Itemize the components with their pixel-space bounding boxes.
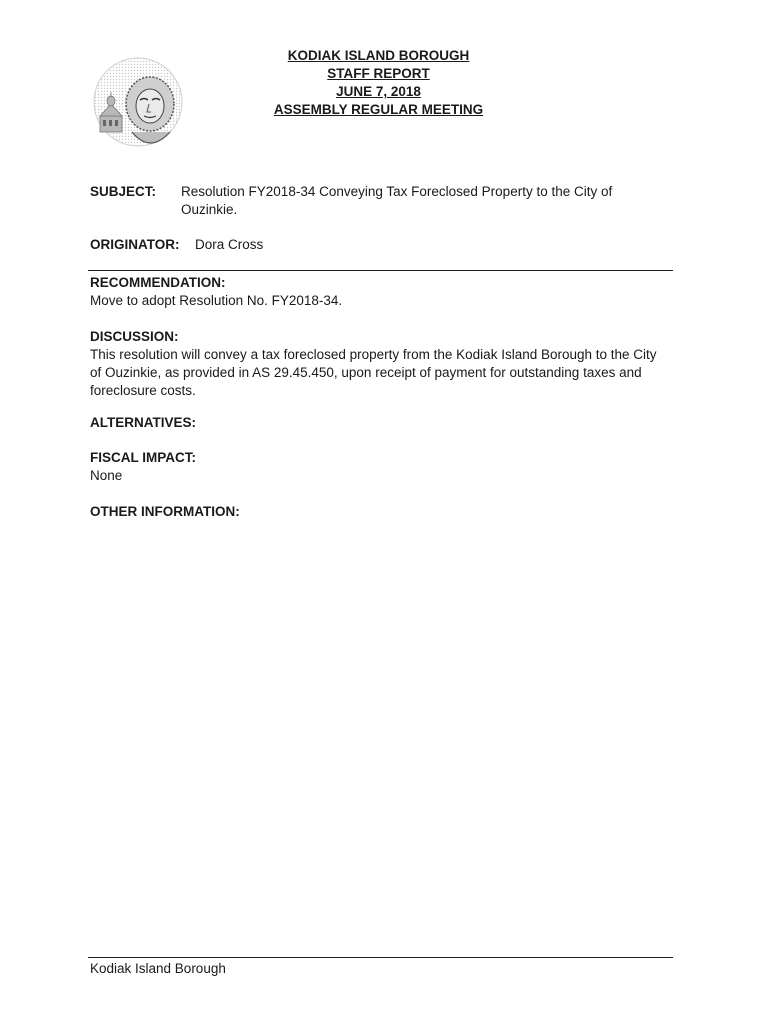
borough-seal-icon <box>88 54 192 158</box>
alternatives-section <box>90 414 670 432</box>
fiscal-impact-heading: FISCAL IMPACT: <box>90 450 196 465</box>
header-date: JUNE 7, 2018 <box>336 84 421 99</box>
fiscal-impact-section <box>90 449 670 485</box>
alternatives-heading: ALTERNATIVES: <box>90 415 196 430</box>
discussion-section <box>90 328 670 400</box>
recommendation-heading: RECOMMENDATION: <box>90 275 226 290</box>
section-divider <box>88 270 673 271</box>
subject-text: Resolution FY2018-34 Conveying Tax Foreclosed Property to the City of Ouzinkie. <box>181 184 613 217</box>
header-org-name: KODIAK ISLAND BOROUGH <box>287 48 470 63</box>
recommendation-section <box>90 274 670 310</box>
footer-text: Kodiak Island Borough <box>90 961 226 976</box>
report-header <box>250 47 507 119</box>
other-information-heading: OTHER INFORMATION: <box>90 504 240 519</box>
fiscal-impact-text: None <box>90 468 123 483</box>
discussion-heading: DISCUSSION: <box>90 329 179 344</box>
originator-text: Dora Cross <box>195 237 264 252</box>
header-report-type: STAFF REPORT <box>327 66 430 81</box>
recommendation-text: Move to adopt Resolution No. FY2018-34. <box>90 293 343 308</box>
footer-divider <box>88 957 673 958</box>
discussion-text: This resolution will convey a tax foreclosed property from the Kodiak Island Borough to the City of Ouzinkie, as provided in AS 29.45.450, upon receipt of payment for outstanding taxes and foreclosure costs. <box>90 347 657 398</box>
originator-label: ORIGINATOR: <box>90 237 180 252</box>
header-meeting: ASSEMBLY REGULAR MEETING <box>273 102 484 117</box>
other-information-section <box>90 503 670 521</box>
subject-label: SUBJECT: <box>90 184 157 199</box>
